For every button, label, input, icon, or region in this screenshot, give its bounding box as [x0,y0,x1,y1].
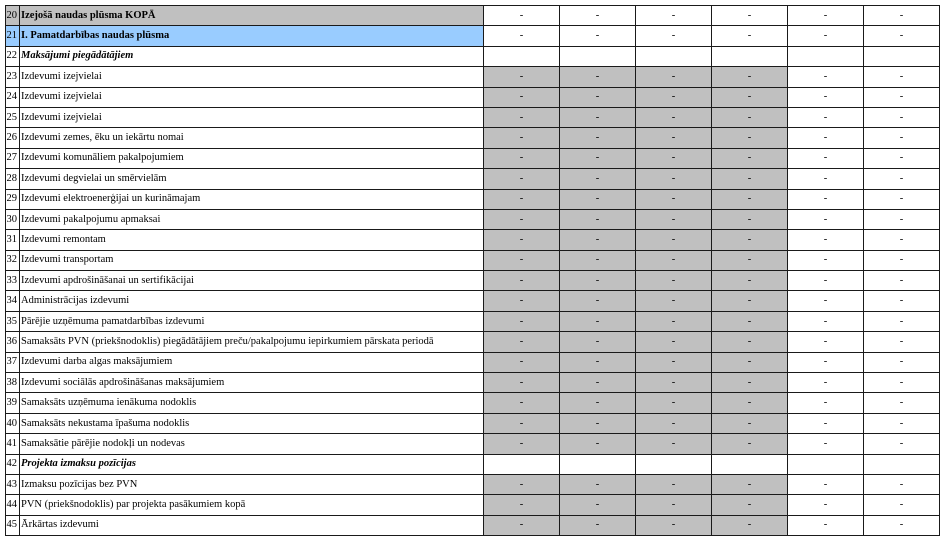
value-cell[interactable]: - [560,352,636,372]
value-cell[interactable]: - [788,26,864,46]
value-cell[interactable]: - [636,332,712,352]
row-number-cell[interactable]: 31 [6,230,20,250]
value-cell[interactable]: - [864,515,940,535]
row-number-cell[interactable]: 27 [6,148,20,168]
row-number-cell[interactable]: 26 [6,128,20,148]
row-number-cell[interactable]: 41 [6,434,20,454]
value-cell[interactable]: - [560,189,636,209]
value-cell[interactable]: - [788,291,864,311]
row-number-cell[interactable]: 35 [6,311,20,331]
table-row [6,413,940,433]
row-number-cell[interactable]: 21 [6,26,20,46]
value-cell[interactable] [864,46,940,66]
value-cell[interactable]: - [788,169,864,189]
value-cell[interactable]: - [484,352,560,372]
row-label-cell[interactable]: Samaksāts uzņēmuma ienākuma nodoklis [20,393,484,413]
value-cell[interactable]: - [788,148,864,168]
value-cell[interactable]: - [788,373,864,393]
value-cell[interactable]: - [712,169,788,189]
value-cell[interactable]: - [712,87,788,107]
row-label-cell[interactable]: Samaksāts nekustama īpašuma nodoklis [20,413,484,433]
value-cell[interactable]: - [788,87,864,107]
value-cell[interactable]: - [484,189,560,209]
row-number-cell[interactable]: 24 [6,87,20,107]
value-cell[interactable]: - [864,230,940,250]
table-row [6,107,940,127]
value-cell[interactable]: - [636,495,712,515]
value-cell[interactable]: - [636,393,712,413]
table-row [6,87,940,107]
value-cell[interactable]: - [484,332,560,352]
value-cell[interactable] [484,454,560,474]
value-cell[interactable]: - [484,169,560,189]
value-cell[interactable]: - [560,169,636,189]
value-cell[interactable] [864,454,940,474]
value-cell[interactable]: - [484,250,560,270]
row-label-cell[interactable]: Izdevumi izejvielai [20,67,484,87]
value-cell[interactable]: - [788,393,864,413]
row-label-cell[interactable]: Izdevumi remontam [20,230,484,250]
value-cell[interactable]: - [560,87,636,107]
value-cell[interactable]: - [864,169,940,189]
value-cell[interactable]: - [484,230,560,250]
value-cell[interactable]: - [712,474,788,494]
value-cell[interactable]: - [560,107,636,127]
value-cell[interactable]: - [484,67,560,87]
value-cell[interactable]: - [712,373,788,393]
table-row [6,271,940,291]
value-cell[interactable]: - [560,271,636,291]
value-cell[interactable]: - [788,128,864,148]
value-cell[interactable]: - [560,250,636,270]
value-cell[interactable]: - [636,26,712,46]
row-number-cell[interactable]: 37 [6,352,20,372]
row-number-cell[interactable]: 42 [6,454,20,474]
value-cell[interactable]: - [712,434,788,454]
value-cell[interactable]: - [712,311,788,331]
row-label-cell[interactable]: Maksājumi piegādātājiem [20,46,484,66]
table-row [6,128,940,148]
value-cell[interactable]: - [636,373,712,393]
row-number-cell[interactable]: 36 [6,332,20,352]
row-number-cell[interactable]: 44 [6,495,20,515]
value-cell[interactable]: - [712,209,788,229]
value-cell[interactable]: - [484,434,560,454]
value-cell[interactable]: - [864,271,940,291]
table-row [6,393,940,413]
row-label-cell[interactable]: Izdevumi degvielai un smērvielām [20,169,484,189]
value-cell[interactable]: - [636,250,712,270]
table-row [6,250,940,270]
value-cell[interactable]: - [864,495,940,515]
table-row [6,454,940,474]
value-cell[interactable]: - [484,107,560,127]
value-cell[interactable]: - [864,352,940,372]
row-number-cell[interactable]: 28 [6,169,20,189]
value-cell[interactable]: - [864,291,940,311]
value-cell[interactable]: - [864,474,940,494]
value-cell[interactable]: - [712,495,788,515]
value-cell[interactable]: - [484,413,560,433]
table-row [6,495,940,515]
row-label-cell[interactable]: Projekta izmaksu pozīcijas [20,454,484,474]
value-cell[interactable]: - [636,434,712,454]
value-cell[interactable]: - [712,291,788,311]
value-cell[interactable]: - [484,311,560,331]
row-label-cell[interactable]: Izdevumi apdrošināšanai un sertifikācijai [20,271,484,291]
value-cell[interactable] [636,454,712,474]
value-cell[interactable]: - [788,209,864,229]
table-row [6,169,940,189]
row-number-cell[interactable]: 32 [6,250,20,270]
value-cell[interactable]: - [864,434,940,454]
cash-flow-table [5,5,940,536]
row-label-cell[interactable]: Izejošā naudas plūsma KOPĀ [20,6,484,26]
value-cell[interactable]: - [712,189,788,209]
table-row [6,373,940,393]
value-cell[interactable]: - [788,107,864,127]
value-cell[interactable]: - [712,107,788,127]
value-cell[interactable]: - [636,87,712,107]
value-cell[interactable]: - [484,209,560,229]
value-cell[interactable]: - [712,352,788,372]
value-cell[interactable]: - [484,373,560,393]
value-cell[interactable]: - [636,107,712,127]
row-label-cell[interactable]: Samaksātie pārējie nodokļi un nodevas [20,434,484,454]
value-cell[interactable]: - [864,393,940,413]
table-row [6,189,940,209]
value-cell[interactable]: - [560,26,636,46]
row-label-cell[interactable]: Izdevumi transportam [20,250,484,270]
table-row [6,352,940,372]
row-number-cell[interactable]: 39 [6,393,20,413]
value-cell[interactable] [712,454,788,474]
row-label-cell[interactable]: Izdevumi komunāliem pakalpojumiem [20,148,484,168]
value-cell[interactable]: - [560,291,636,311]
value-cell[interactable]: - [712,413,788,433]
value-cell[interactable]: - [560,311,636,331]
value-cell[interactable]: - [788,332,864,352]
value-cell[interactable]: - [788,515,864,535]
value-cell[interactable]: - [788,474,864,494]
value-cell[interactable]: - [788,67,864,87]
value-cell[interactable]: - [636,148,712,168]
value-cell[interactable]: - [712,250,788,270]
table-row [6,311,940,331]
table-row [6,6,940,26]
value-cell[interactable]: - [712,26,788,46]
value-cell[interactable]: - [864,250,940,270]
value-cell[interactable]: - [484,87,560,107]
value-cell[interactable]: - [560,148,636,168]
value-cell[interactable] [560,454,636,474]
table-row [6,26,940,46]
value-cell[interactable]: - [712,515,788,535]
row-number-cell[interactable]: 45 [6,515,20,535]
value-cell[interactable]: - [712,332,788,352]
row-label-cell[interactable]: Izmaksu pozīcijas bez PVN [20,474,484,494]
value-cell[interactable] [560,46,636,66]
value-cell[interactable]: - [484,474,560,494]
value-cell[interactable]: - [560,373,636,393]
value-cell[interactable]: - [636,291,712,311]
table-row [6,67,940,87]
value-cell[interactable]: - [788,189,864,209]
row-label-cell[interactable]: Izdevumi izejvielai [20,87,484,107]
value-cell[interactable]: - [636,230,712,250]
value-cell[interactable]: - [484,148,560,168]
value-cell[interactable]: - [484,393,560,413]
value-cell[interactable]: - [560,230,636,250]
value-cell[interactable]: - [788,495,864,515]
value-cell[interactable]: - [864,107,940,127]
value-cell[interactable]: - [560,393,636,413]
row-label-cell[interactable]: Izdevumi pakalpojumu apmaksai [20,209,484,229]
value-cell[interactable]: - [788,230,864,250]
value-cell[interactable]: - [560,474,636,494]
value-cell[interactable] [636,46,712,66]
value-cell[interactable]: - [864,26,940,46]
table-row [6,230,940,250]
value-cell[interactable]: - [484,128,560,148]
table-row [6,434,940,454]
value-cell[interactable]: - [788,271,864,291]
table-row [6,515,940,535]
value-cell[interactable]: - [484,26,560,46]
row-number-cell[interactable]: 22 [6,46,20,66]
row-label-cell[interactable]: Izdevumi zemes, ēku un iekārtu nomai [20,128,484,148]
value-cell[interactable]: - [560,6,636,26]
value-cell[interactable]: - [636,311,712,331]
row-number-cell[interactable]: 30 [6,209,20,229]
value-cell[interactable]: - [864,67,940,87]
value-cell[interactable]: - [636,128,712,148]
value-cell[interactable]: - [636,271,712,291]
value-cell[interactable]: - [636,189,712,209]
value-cell[interactable]: - [484,271,560,291]
row-number-cell[interactable]: 23 [6,67,20,87]
row-label-cell[interactable]: Samaksāts PVN (priekšnodoklis) piegādātājiem preču/pakalpojumu iepirkumiem pārskata periodā [20,332,484,352]
value-cell[interactable]: - [560,495,636,515]
row-label-cell[interactable]: Administrācijas izdevumi [20,291,484,311]
value-cell[interactable]: - [788,6,864,26]
value-cell[interactable]: - [864,6,940,26]
table-row [6,291,940,311]
value-cell[interactable]: - [636,169,712,189]
row-number-cell[interactable]: 29 [6,189,20,209]
row-label-cell[interactable]: PVN (priekšnodoklis) par projekta pasākumiem kopā [20,495,484,515]
value-cell[interactable]: - [712,128,788,148]
value-cell[interactable]: - [712,271,788,291]
row-label-cell[interactable]: Izdevumi darba algas maksājumiem [20,352,484,372]
value-cell[interactable]: - [636,209,712,229]
value-cell[interactable]: - [712,67,788,87]
row-number-cell[interactable]: 34 [6,291,20,311]
value-cell[interactable] [788,46,864,66]
row-number-cell[interactable]: 43 [6,474,20,494]
value-cell[interactable]: - [560,434,636,454]
value-cell[interactable]: - [788,352,864,372]
value-cell[interactable]: - [712,393,788,413]
value-cell[interactable]: - [712,230,788,250]
value-cell[interactable]: - [484,291,560,311]
value-cell[interactable]: - [484,6,560,26]
row-label-cell[interactable]: Pārējie uzņēmuma pamatdarbības izdevumi [20,311,484,331]
value-cell[interactable]: - [560,515,636,535]
value-cell[interactable]: - [788,311,864,331]
row-number-cell[interactable]: 33 [6,271,20,291]
row-label-cell[interactable]: Izdevumi elektroenerģijai un kurināmajam [20,189,484,209]
value-cell[interactable]: - [636,352,712,372]
value-cell[interactable]: - [864,332,940,352]
value-cell[interactable]: - [864,373,940,393]
value-cell[interactable]: - [484,495,560,515]
table-row [6,332,940,352]
table-row [6,46,940,66]
row-label-cell[interactable]: Izdevumi sociālās apdrošināšanas maksājumiem [20,373,484,393]
value-cell[interactable]: - [788,434,864,454]
value-cell[interactable]: - [560,332,636,352]
value-cell[interactable]: - [788,250,864,270]
row-number-cell[interactable]: 38 [6,373,20,393]
row-number-cell[interactable]: 25 [6,107,20,127]
row-number-cell[interactable]: 40 [6,413,20,433]
value-cell[interactable]: - [788,413,864,433]
table-row [6,474,940,494]
value-cell[interactable] [484,46,560,66]
value-cell[interactable] [712,46,788,66]
value-cell[interactable]: - [864,148,940,168]
value-cell[interactable]: - [636,474,712,494]
table-row [6,209,940,229]
value-cell[interactable]: - [560,128,636,148]
row-number-cell[interactable]: 20 [6,6,20,26]
value-cell[interactable]: - [636,515,712,535]
value-cell[interactable]: - [560,413,636,433]
value-cell[interactable]: - [560,67,636,87]
value-cell[interactable] [788,454,864,474]
row-label-cell[interactable]: Izdevumi izejvielai [20,107,484,127]
row-label-cell[interactable]: I. Pamatdarbības naudas plūsma [20,26,484,46]
value-cell[interactable]: - [636,6,712,26]
table-row [6,148,940,168]
value-cell[interactable]: - [864,413,940,433]
value-cell[interactable]: - [484,515,560,535]
value-cell[interactable]: - [864,209,940,229]
value-cell[interactable]: - [560,209,636,229]
value-cell[interactable]: - [864,311,940,331]
value-cell[interactable]: - [712,6,788,26]
row-label-cell[interactable]: Ārkārtas izdevumi [20,515,484,535]
value-cell[interactable]: - [864,189,940,209]
value-cell[interactable]: - [636,67,712,87]
value-cell[interactable]: - [864,128,940,148]
value-cell[interactable]: - [636,413,712,433]
value-cell[interactable]: - [712,148,788,168]
value-cell[interactable]: - [864,87,940,107]
